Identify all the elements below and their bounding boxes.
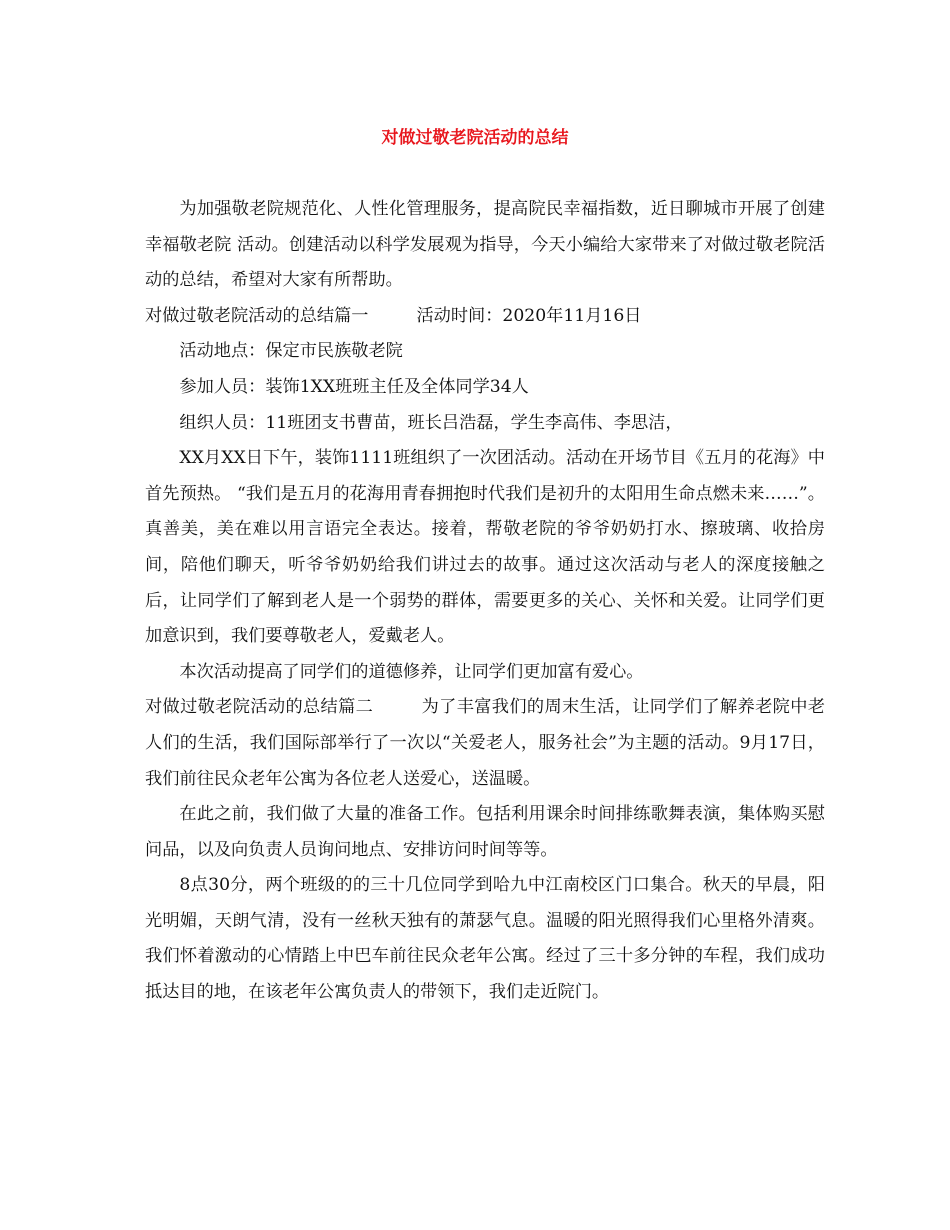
section-two-heading: 对做过敬老院活动的总结篇二 xyxy=(145,697,374,718)
activity-location: 活动地点：保定市民族敬老院 xyxy=(179,341,403,362)
paragraph-intro: 为加强敬老院规范化、人性化管理服务，提高院民幸福指数，近日聊城市开展了创建 幸福敬老院 活动。创建活动以科学发展观为指导，今天小编给大家带来了对做过敬老院活动的总结，希望对大家有所帮助。 xyxy=(145,199,825,291)
section-one-heading: 对做过敬老院活动的总结篇一 xyxy=(145,305,369,326)
section-one-paragraph xyxy=(145,299,825,335)
participants: 参加人员：装饰1XX班班主任及全体同学34人 xyxy=(179,376,529,397)
organizers: 组织人员：11班团支书曹苗，班长吕浩磊，学生李高伟、李思洁， xyxy=(179,412,683,433)
document-title: 对做过敬老院活动的总结 xyxy=(381,128,569,148)
paragraph-departure: 8点30分，两个班级的的三十几位同学到哈九中江南校区门口集合。秋天的早晨，阳光明媚，天朗气清，没有一丝秋天独有的萧瑟气息。温暖的阳光照得我们心里格外清爽。我们怀着激动的心情踏上中巴车前往民众老年公寓。经过了三十多分钟的车程，我们成功抵达目的地，在该老年公寓负责人的带领下，我们走近院门。 xyxy=(145,875,825,1003)
paragraph-preparation: 在此之前，我们做了大量的准备工作。包括利用课余时间排练歌舞表演，集体购买慰问品，以及向负责人员询问地点、安排访问时间等等。 xyxy=(145,804,825,860)
activity-time: 活动时间：2020年11月16日 xyxy=(416,305,642,326)
document-body xyxy=(145,192,825,1011)
paragraph-activity-description: XX月XX日下午，装饰1111班组织了一次团活动。活动在开场节目《五月的花海》中首先预热。 “我们是五月的花海用青春拥抱时代我们是初升的太阳用生命点燃未来……”。真善美，美在难以用言语完全表达。接着，帮敬老院的爷爷奶奶打水、擦玻璃、收拾房间，陪他们聊天，听爷爷奶奶给我们讲过去的故事。通过这次活动与老人的深度接触之后，让同学们了解到老人是一个弱势的群体，需要更多的关心、关怀和关爱。让同学们更加意识到，我们要尊敬老人，爱戴老人。 xyxy=(145,448,825,647)
section-two-paragraph xyxy=(145,690,825,797)
section-two-intro: 为了丰富我们的周末生活，让同学们了解养老院中老人们的生活，我们国际部举行了一次以“关爱老人，服务社会”为主题的活动。9月17日，我们前往民众老年公寓为各位老人送爱心，送温暖。 xyxy=(145,697,825,789)
paragraph-activity-conclusion: 本次活动提高了同学们的道德修养，让同学们更加富有爱心。 xyxy=(179,661,644,682)
